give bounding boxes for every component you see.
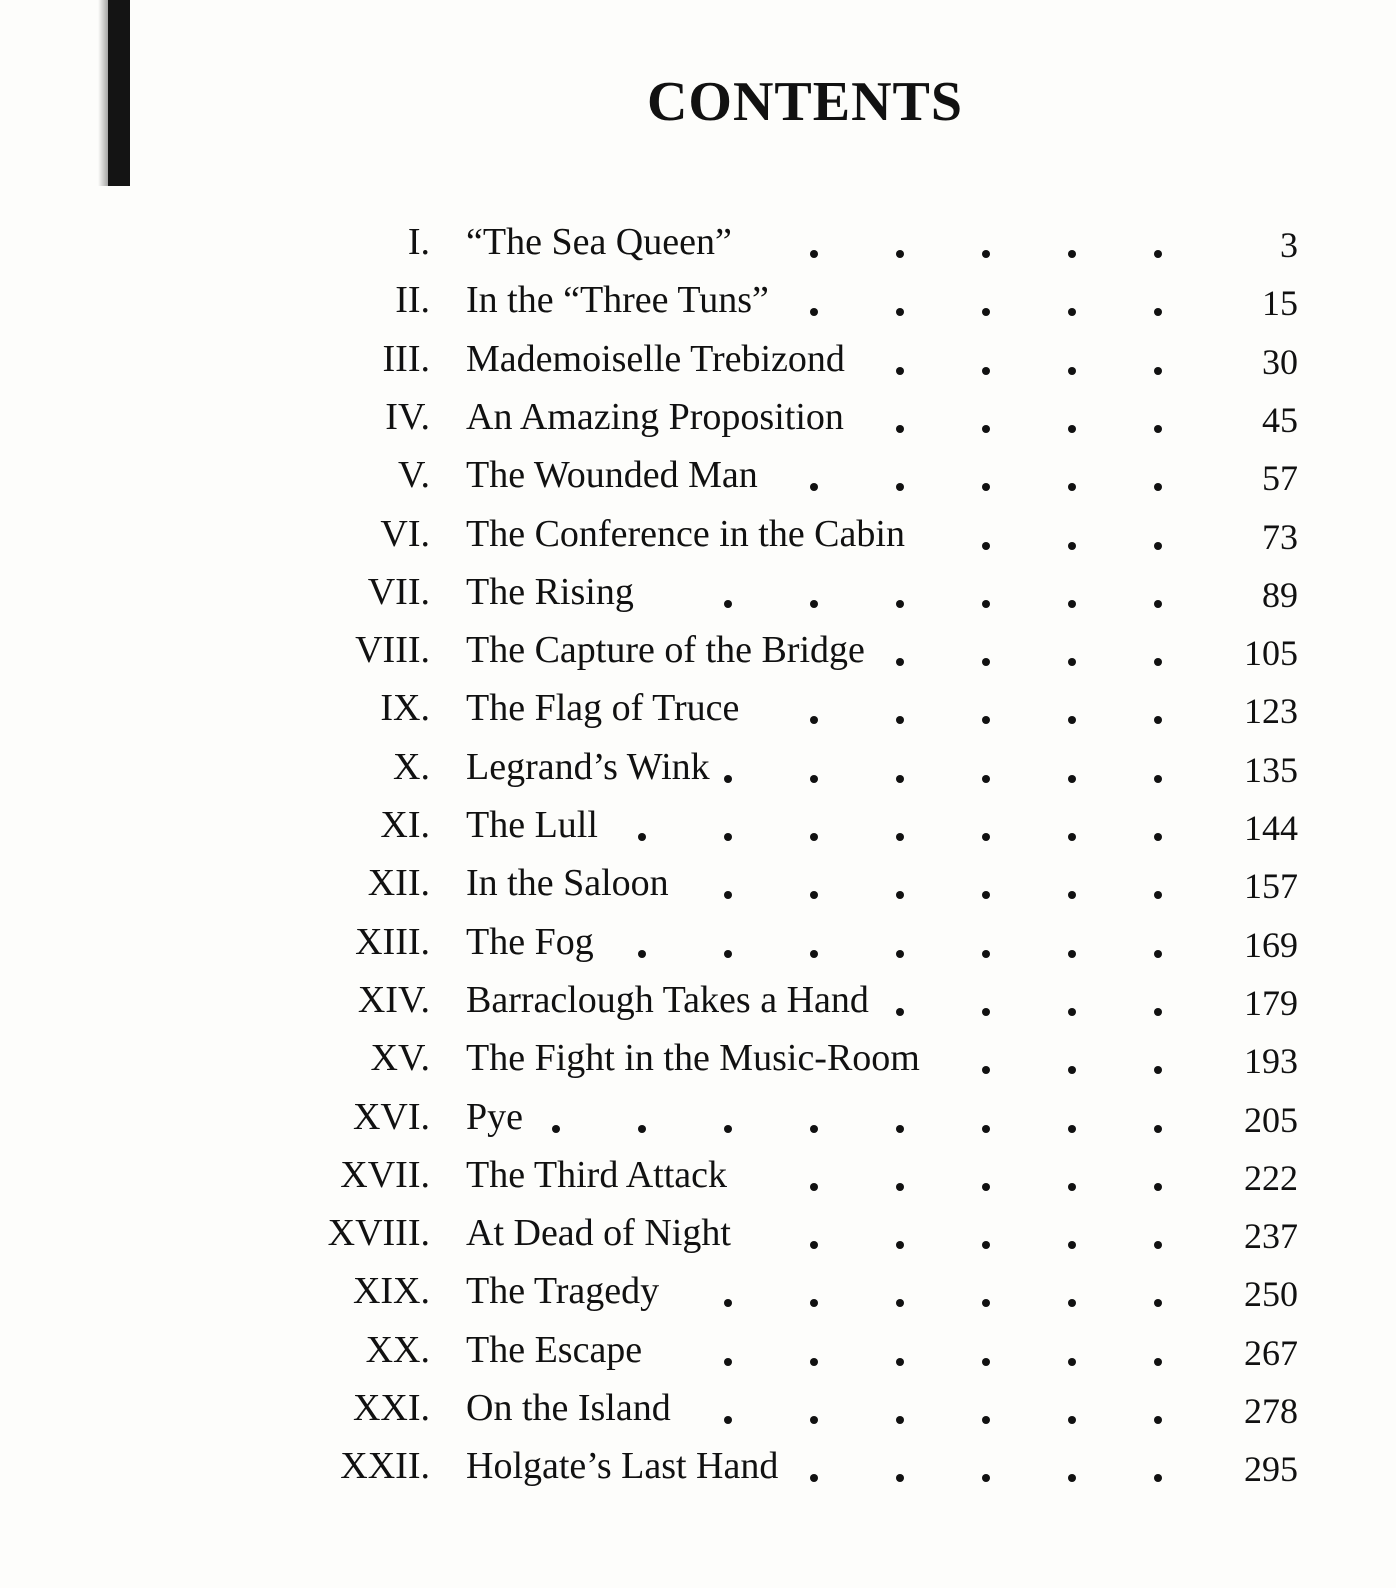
leader-dot xyxy=(1068,447,1078,505)
page-number: 135 xyxy=(1244,749,1298,790)
toc-entry xyxy=(0,1147,1396,1205)
toc-entry xyxy=(0,1263,1396,1321)
leader-dot xyxy=(1068,214,1078,272)
chapter-number: XXII. xyxy=(340,1445,430,1488)
leader-dot xyxy=(1068,1322,1078,1380)
leader-dot xyxy=(982,1263,992,1321)
toc-entry xyxy=(0,855,1396,913)
leader-dot xyxy=(1154,214,1164,272)
leader-dot xyxy=(724,1263,734,1321)
toc-entry xyxy=(0,739,1396,797)
leader-dot xyxy=(982,272,992,330)
leader-dot xyxy=(982,1322,992,1380)
page-number: 222 xyxy=(1244,1157,1298,1198)
leader-dot xyxy=(1068,622,1078,680)
page-number: 3 xyxy=(1280,225,1298,265)
chapter-number: XVI. xyxy=(352,1095,430,1138)
toc-entry xyxy=(0,1089,1396,1147)
leader-dot xyxy=(810,1205,820,1263)
page-number: 267 xyxy=(1244,1332,1298,1373)
leader-dot xyxy=(810,855,820,913)
chapter-number: I. xyxy=(407,221,430,263)
toc-entry xyxy=(0,389,1396,447)
leader-dot xyxy=(810,1263,820,1321)
page-number: 278 xyxy=(1244,1391,1298,1431)
leader-dot xyxy=(810,564,820,622)
page-number: 157 xyxy=(1244,866,1298,907)
chapter-title: Holgate’s Last Hand xyxy=(466,1445,779,1488)
leader-dot xyxy=(896,564,906,622)
chapter-number: XXI. xyxy=(352,1387,430,1429)
leader-dot xyxy=(982,739,992,797)
leader-dot xyxy=(724,564,734,622)
chapter-title: Legrand’s Wink xyxy=(466,745,710,788)
leader-dot xyxy=(982,797,992,855)
leader-dot xyxy=(1068,972,1078,1030)
leader-dot xyxy=(982,1089,992,1147)
leader-dot xyxy=(810,1438,820,1496)
chapter-title: At Dead of Night xyxy=(466,1212,731,1255)
chapter-title: In the Saloon xyxy=(466,862,669,905)
leader-dot xyxy=(1068,272,1078,330)
leader-dot xyxy=(1154,447,1164,505)
page-number: 237 xyxy=(1244,1216,1298,1257)
leader-dot xyxy=(1154,564,1164,622)
page-number: 250 xyxy=(1244,1274,1298,1315)
chapter-title: “The Sea Queen” xyxy=(466,221,732,263)
toc-entry xyxy=(0,1030,1396,1088)
leader-dot xyxy=(810,680,820,738)
leader-dot xyxy=(552,1089,562,1147)
chapter-number: IV. xyxy=(385,395,430,438)
chapter-title: The Conference in the Cabin xyxy=(466,512,905,555)
leader-dot xyxy=(982,680,992,738)
leader-dot xyxy=(1068,1089,1078,1147)
leader-dot xyxy=(1068,506,1078,564)
page-number: 45 xyxy=(1262,399,1298,440)
toc-entry xyxy=(0,1380,1396,1438)
leader-dot xyxy=(810,1380,820,1438)
chapter-number: XIII. xyxy=(355,920,430,963)
leader-dot xyxy=(896,214,906,272)
leader-dot xyxy=(638,797,648,855)
chapter-title: The Fight in the Music-Room xyxy=(466,1037,920,1080)
chapter-title: Pye xyxy=(466,1095,523,1138)
toc-entry xyxy=(0,506,1396,564)
leader-dot xyxy=(724,855,734,913)
leader-dot xyxy=(1068,1205,1078,1263)
leader-dot xyxy=(982,389,992,447)
chapter-number: XII. xyxy=(367,862,430,905)
toc-entry xyxy=(0,622,1396,680)
leader-dot xyxy=(810,214,820,272)
leader-dot xyxy=(982,1380,992,1438)
leader-dot xyxy=(1068,855,1078,913)
chapter-number: XIV. xyxy=(357,978,430,1021)
page-number: 169 xyxy=(1244,924,1298,965)
leader-dot xyxy=(1154,1380,1164,1438)
chapter-title: Barraclough Takes a Hand xyxy=(466,978,869,1021)
leader-dot xyxy=(810,1089,820,1147)
page-title: CONTENTS xyxy=(646,71,964,133)
chapter-title: The Tragedy xyxy=(466,1270,660,1313)
leader-dot xyxy=(1068,739,1078,797)
leader-dot xyxy=(982,855,992,913)
leader-dot xyxy=(724,739,734,797)
leader-dot xyxy=(982,447,992,505)
leader-dot xyxy=(810,914,820,972)
chapter-number: XVIII. xyxy=(327,1212,430,1255)
leader-dot xyxy=(896,1147,906,1205)
leader-dot xyxy=(896,914,906,972)
leader-dot xyxy=(896,447,906,505)
leader-dot xyxy=(1068,1263,1078,1321)
chapter-title: The Third Attack xyxy=(466,1153,728,1196)
chapter-title: An Amazing Proposition xyxy=(466,395,844,438)
leader-dot xyxy=(1068,331,1078,389)
leader-dot xyxy=(896,739,906,797)
leader-dot xyxy=(896,1089,906,1147)
chapter-number: V. xyxy=(397,454,430,497)
page-number: 144 xyxy=(1244,808,1298,848)
chapter-number: II. xyxy=(395,279,430,322)
leader-dot xyxy=(1154,1438,1164,1496)
leader-dot xyxy=(982,214,992,272)
leader-dot xyxy=(896,1263,906,1321)
leader-dot xyxy=(1068,797,1078,855)
toc-entry xyxy=(0,972,1396,1030)
leader-dot xyxy=(896,1205,906,1263)
leader-dot xyxy=(638,1089,648,1147)
toc-entry xyxy=(0,1205,1396,1263)
leader-dot xyxy=(1154,855,1164,913)
leader-dot xyxy=(982,972,992,1030)
leader-dot xyxy=(896,680,906,738)
leader-dot xyxy=(896,389,906,447)
leader-dot xyxy=(982,622,992,680)
toc-entry xyxy=(0,797,1396,855)
leader-dot xyxy=(1068,1438,1078,1496)
leader-dot xyxy=(1154,389,1164,447)
chapter-title: The Escape xyxy=(466,1328,643,1371)
page-number: 57 xyxy=(1262,458,1298,499)
chapter-title: On the Island xyxy=(466,1387,671,1429)
chapter-number: III. xyxy=(382,337,430,380)
leader-dot xyxy=(896,622,906,680)
leader-dot xyxy=(1154,272,1164,330)
leader-dot xyxy=(724,1380,734,1438)
leader-dot xyxy=(810,1147,820,1205)
leader-dot xyxy=(638,914,648,972)
chapter-title: The Fog xyxy=(466,920,594,963)
leader-dot xyxy=(982,1438,992,1496)
chapter-number: IX. xyxy=(380,687,430,730)
chapter-number: VI. xyxy=(380,512,430,555)
leader-dot xyxy=(1154,1263,1164,1321)
chapter-title: Mademoiselle Trebizond xyxy=(466,337,845,380)
toc-entry xyxy=(0,680,1396,738)
leader-dot xyxy=(896,797,906,855)
page-number: 105 xyxy=(1244,633,1298,674)
leader-dot xyxy=(896,1322,906,1380)
chapter-title: The Lull xyxy=(466,804,598,846)
page-number: 205 xyxy=(1244,1099,1298,1140)
page-number: 193 xyxy=(1244,1041,1298,1082)
leader-dot xyxy=(1154,914,1164,972)
leader-dot xyxy=(1154,1030,1164,1088)
leader-dot xyxy=(1154,331,1164,389)
chapter-number: VII. xyxy=(367,570,430,613)
leader-dot xyxy=(810,1322,820,1380)
leader-dot xyxy=(982,331,992,389)
toc-entry xyxy=(0,447,1396,505)
leader-dot xyxy=(1154,680,1164,738)
leader-dot xyxy=(1068,1380,1078,1438)
toc-entry xyxy=(0,1438,1396,1496)
leader-dot xyxy=(724,914,734,972)
leader-dot xyxy=(1068,1030,1078,1088)
leader-dot xyxy=(810,447,820,505)
chapter-number: XV. xyxy=(370,1037,430,1080)
page-number: 123 xyxy=(1244,691,1298,732)
leader-dot xyxy=(810,797,820,855)
leader-dot xyxy=(896,855,906,913)
chapter-number: XIX. xyxy=(352,1270,430,1313)
page-number: 179 xyxy=(1244,982,1298,1023)
leader-dot xyxy=(982,564,992,622)
leader-dot xyxy=(1068,680,1078,738)
chapter-title: The Flag of Truce xyxy=(466,687,740,730)
leader-dot xyxy=(896,1438,906,1496)
leader-dot xyxy=(896,972,906,1030)
leader-dot xyxy=(1154,1089,1164,1147)
toc-entry xyxy=(0,564,1396,622)
page-number: 15 xyxy=(1262,283,1298,324)
leader-dot xyxy=(1154,1205,1164,1263)
leader-dot xyxy=(1154,972,1164,1030)
leader-dot xyxy=(810,739,820,797)
toc-entry xyxy=(0,272,1396,330)
chapter-number: VIII. xyxy=(355,629,430,672)
chapter-title: The Wounded Man xyxy=(466,454,758,497)
leader-dot xyxy=(1068,564,1078,622)
leader-dot xyxy=(1154,622,1164,680)
leader-dot xyxy=(982,914,992,972)
leader-dot xyxy=(896,331,906,389)
leader-dot xyxy=(1068,1147,1078,1205)
leader-dot xyxy=(896,272,906,330)
leader-dot xyxy=(1154,1322,1164,1380)
leader-dot xyxy=(982,506,992,564)
page-number: 295 xyxy=(1244,1449,1298,1490)
toc-entry xyxy=(0,1322,1396,1380)
leader-dot xyxy=(1154,506,1164,564)
chapter-number: XI. xyxy=(380,804,430,846)
leader-dot xyxy=(982,1205,992,1263)
leader-dot xyxy=(982,1147,992,1205)
leader-dot xyxy=(1154,739,1164,797)
toc-entry xyxy=(0,331,1396,389)
leader-dot xyxy=(1154,797,1164,855)
chapter-number: X. xyxy=(393,745,430,788)
chapter-title: The Rising xyxy=(466,570,634,613)
chapter-number: XVII. xyxy=(340,1153,430,1196)
leader-dot xyxy=(896,1380,906,1438)
chapter-number: XX. xyxy=(365,1328,430,1371)
page-number: 73 xyxy=(1262,516,1298,557)
page-number: 89 xyxy=(1262,574,1298,615)
leader-dot xyxy=(724,1089,734,1147)
chapter-title: The Capture of the Bridge xyxy=(466,629,865,672)
toc-entry xyxy=(0,214,1396,272)
leader-dot xyxy=(724,797,734,855)
toc-entry xyxy=(0,914,1396,972)
chapter-title: In the “Three Tuns” xyxy=(466,279,769,322)
leader-dot xyxy=(1068,914,1078,972)
page-number: 30 xyxy=(1262,341,1298,382)
leader-dot xyxy=(982,1030,992,1088)
leader-dot xyxy=(810,272,820,330)
leader-dot xyxy=(1154,1147,1164,1205)
leader-dot xyxy=(1068,389,1078,447)
leader-dot xyxy=(724,1322,734,1380)
